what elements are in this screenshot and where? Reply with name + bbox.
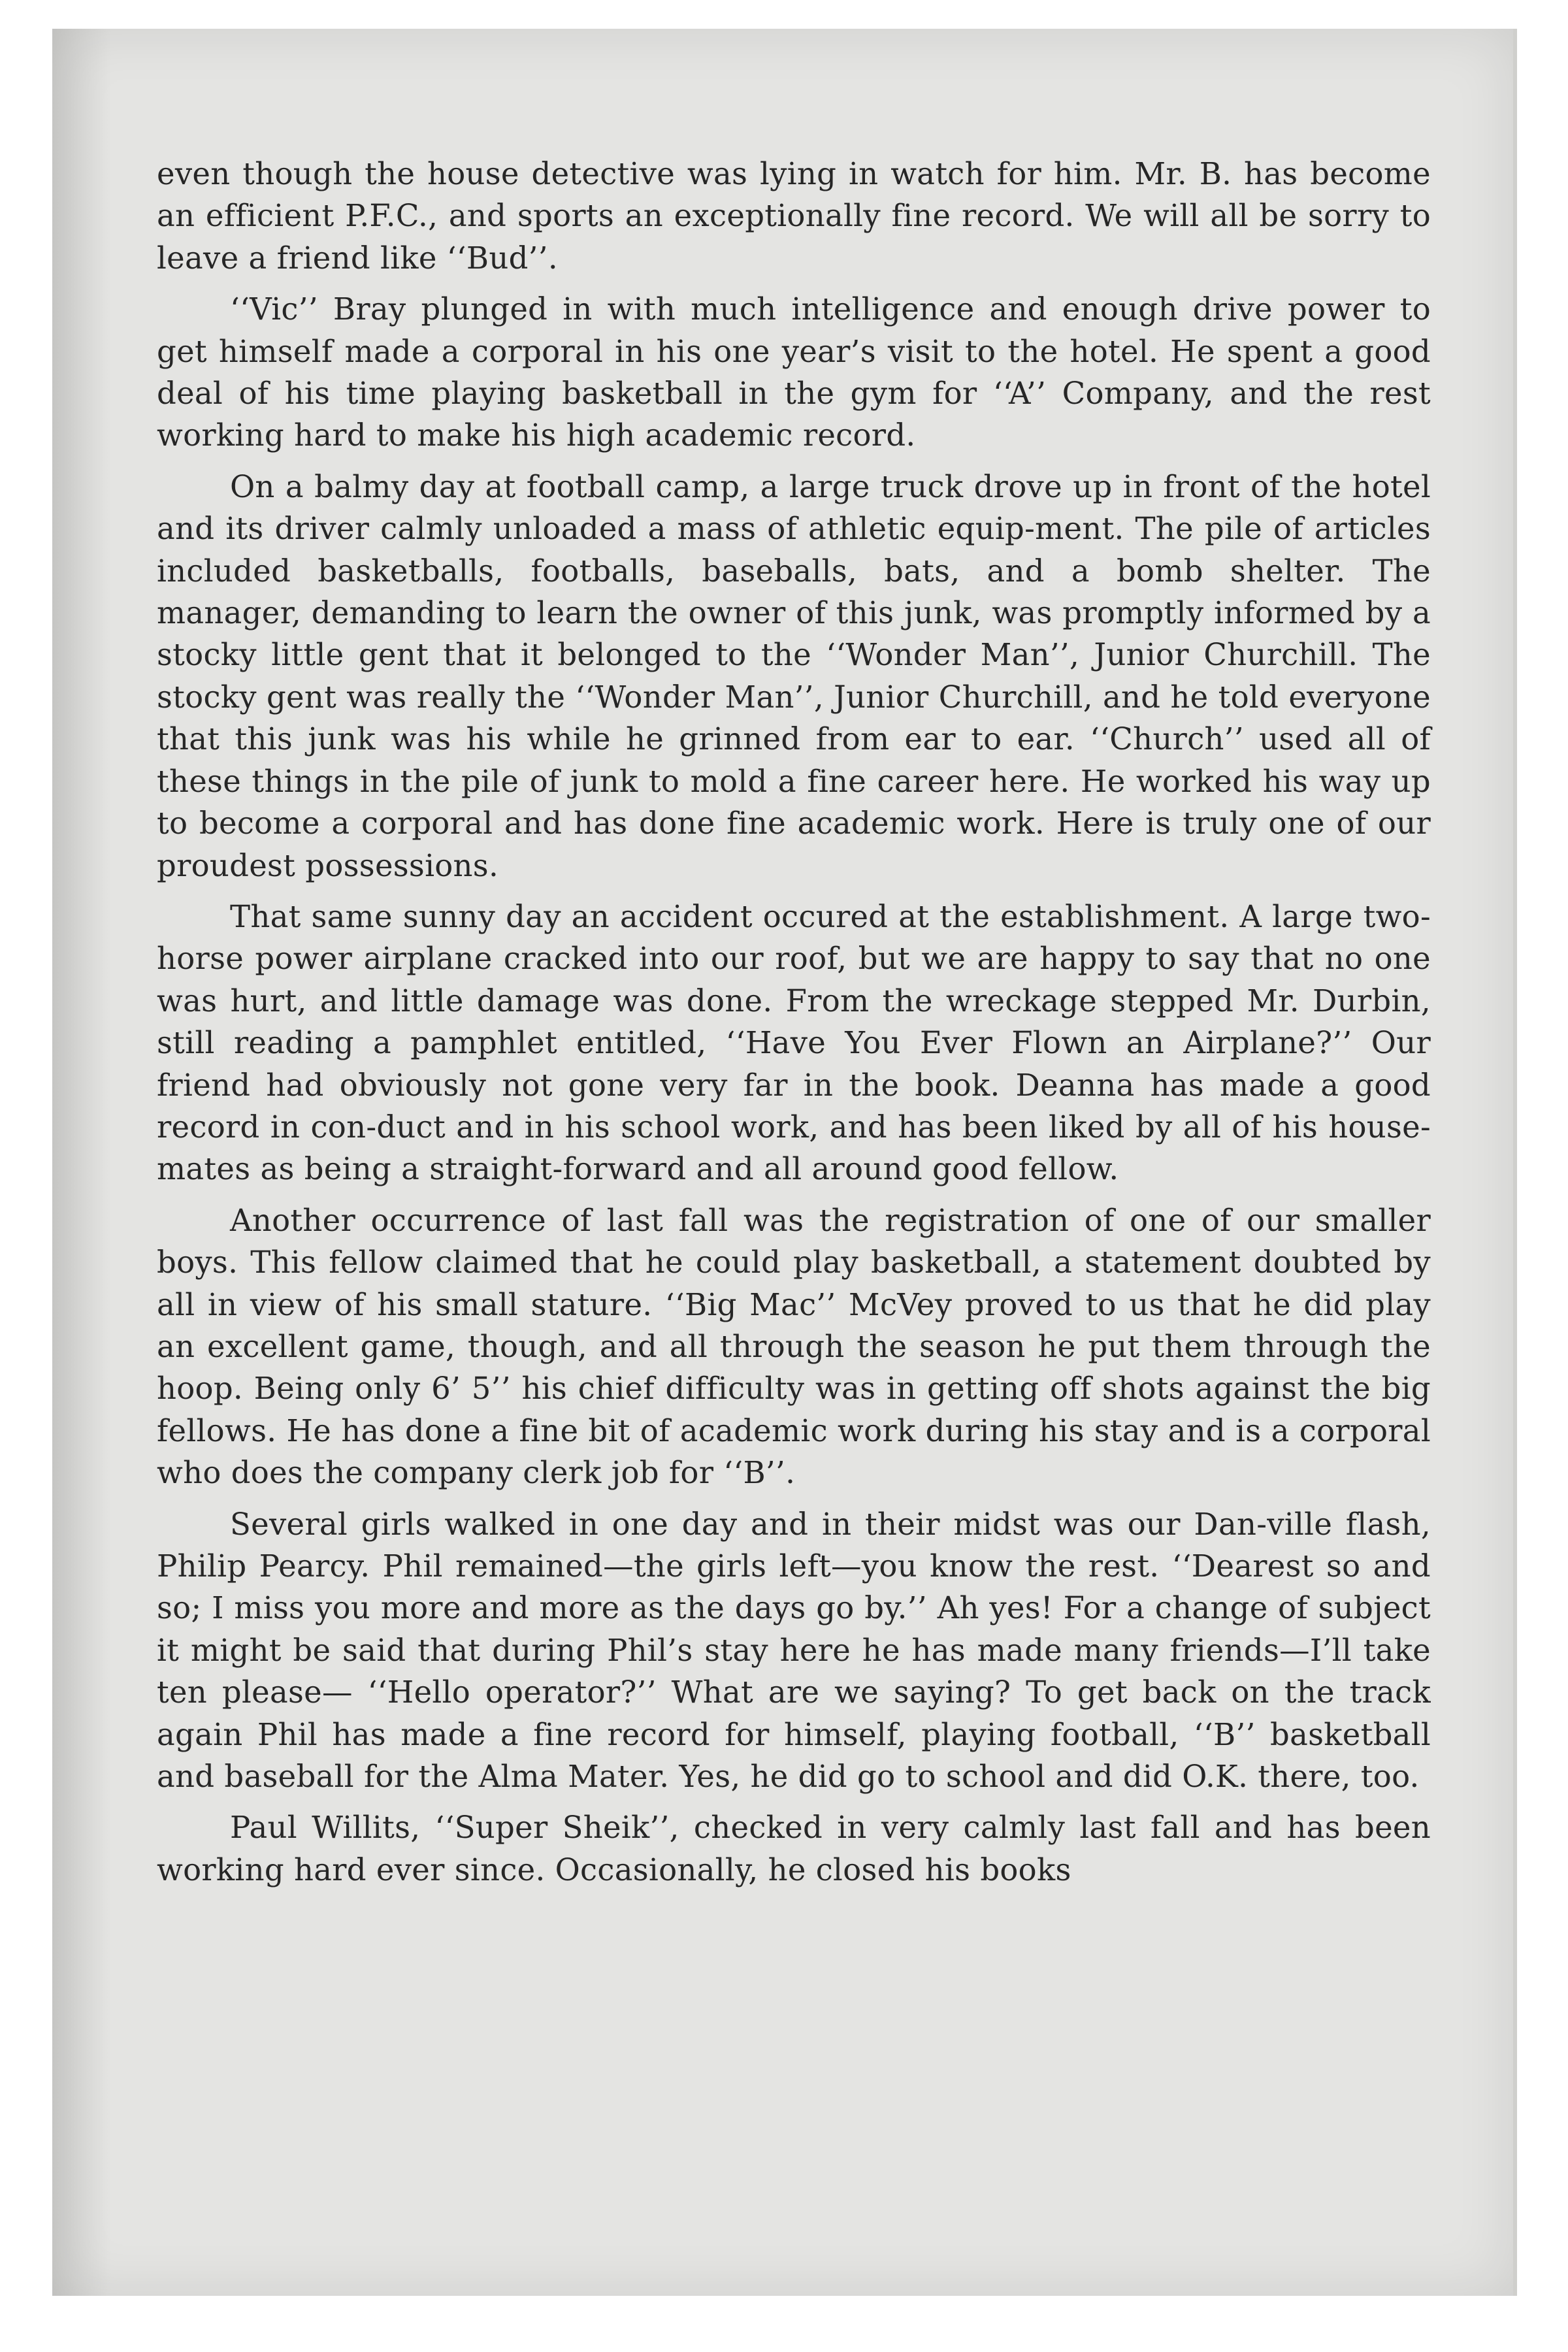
scanned-page: [52, 29, 1517, 2296]
paragraph-churchill: On a balmy day at football camp, a large truck drove up in front of the hotel and its driver calmly unloaded a mass of athletic equip-ment. The pile of articles included basketballs, footballs, baseballs, bats, and a bomb shelter. The manager, demanding to learn the owner of this junk, was promptly informed by a stocky little gent that it belonged to the ‘‘Wonder Man’’, Junior Churchill. The stocky gent was really the ‘‘Wonder Man’’, Junior Churchill, and he told everyone that this junk was his while he grinned from ear to ear. ‘‘Church’’ used all of these things in the pile of junk to mold a fine career here. He worked his way up to become a corporal and has done fine academic work. Here is truly one of our proudest possessions.: [157, 468, 1431, 883]
paragraph-durbin: That same sunny day an accident occured at the establishment. A large two-horse power airplane cracked into our roof, but we are happy to say that no one was hurt, and little damage was done. From the wreckage stepped Mr. Durbin, still reading a pamphlet entitled, ‘‘Have You Ever Flown an Airplane?’’ Our friend had obviously not gone very far in the book. Deanna has made a good record in con-duct and in his school work, and has been liked by all of his house-mates as being a straight-forward and all around good fellow.: [157, 898, 1431, 1187]
paragraph-mcvey: Another occurrence of last fall was the registration of one of our smaller boys. This fellow claimed that he could play basketball, a statement doubted by all in view of his small stature. ‘‘Big Mac’’ McVey proved to us that he did play an excellent game, though, and all through the season he put them through the hoop. Being only 6’ 5’’ his chief difficulty was in getting off shots against the big fellows. He has done a fine bit of academic work during his stay and is a corporal who does the company clerk job for ‘‘B’’.: [157, 1202, 1431, 1491]
paragraph-willits: Paul Willits, ‘‘Super Sheik’’, checked in very calmly last fall and has been working hard ever since. Occasionally, he closed his books: [157, 1810, 1431, 1887]
paragraph-vic-bray: ‘‘Vic’’ Bray plunged in with much intelligence and enough drive power to get himself made a corporal in his one year’s visit to the hotel. He spent a good deal of his time playing basketball in the gym for ‘‘A’’ Company, and the rest working hard to make his high academic record.: [157, 291, 1431, 453]
body-text: [157, 153, 1431, 1900]
paragraph-bud: even though the house detective was lying in watch for him. Mr. B. has become an efficient P.F.C., and sports an exceptionally fine record. We will all be sorry to leave a friend like ‘‘Bud’’.: [157, 156, 1431, 276]
paragraph-pearcy: Several girls walked in one day and in their midst was our Dan-ville flash, Philip Pearcy. Phil remained—the girls left—you know the rest. ‘‘Dearest so and so; I miss you more and more as the days go by.’’ Ah yes! For a change of subject it might be said that during Phil’s stay here he has made many friends—I’ll take ten please— ‘‘Hello operator?’’ What are we saying? To get back on the track again Phil has made a fine record for himself, playing football, ‘‘B’’ basketball and baseball for the Alma Mater. Yes, he did go to school and did O.K. there, too.: [157, 1506, 1431, 1795]
page-edge-shadow: [52, 29, 111, 2296]
